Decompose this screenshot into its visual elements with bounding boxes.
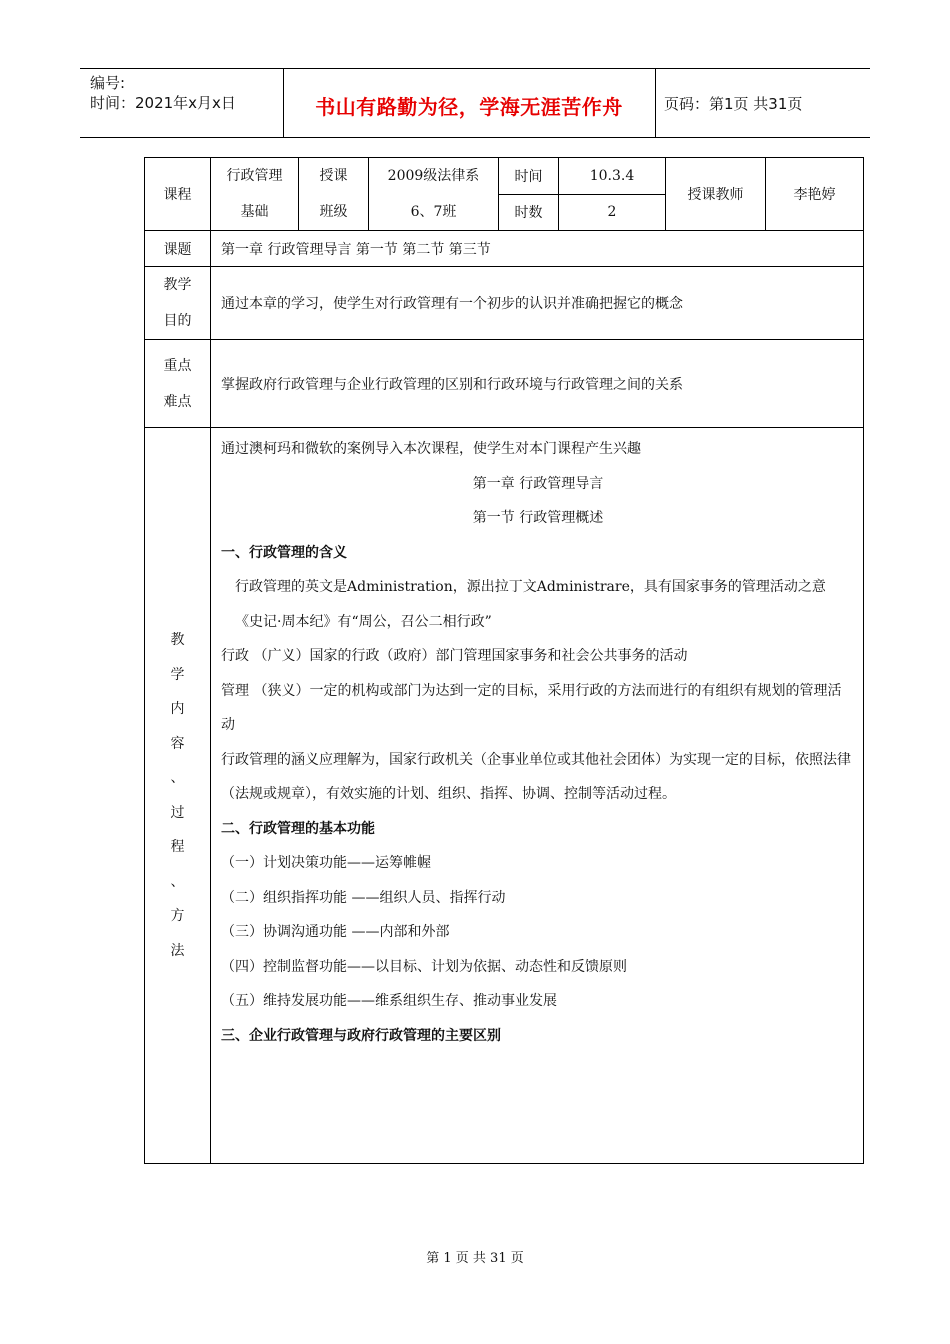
header-divider <box>655 69 656 137</box>
course-label: 课程 <box>163 187 192 203</box>
goal-label-line: 教学 <box>163 277 192 293</box>
time-label-cell <box>499 158 559 195</box>
paragraph: 《史记·周本纪》有“周公，召公二相行政” <box>235 613 492 630</box>
time-value: 10.3.4 <box>589 167 635 184</box>
teach-class-label-line: 授课 <box>319 168 348 184</box>
teacher-name-cell <box>766 158 864 231</box>
paragraph: 行政管理的英文是Administration，源出拉丁文Administrare，具有国家事务的管理活动之意 <box>235 579 826 595</box>
content-label-char: 学 <box>170 666 185 683</box>
header-motto: 书山有路勤为径，学海无涯苦作舟 <box>315 95 623 119</box>
content-label-char: 程 <box>170 839 185 855</box>
class-value-line: 2009级法律系 <box>387 168 480 184</box>
section-title: 第一节 行政管理概述 <box>472 510 604 526</box>
content-label-char: 内 <box>170 701 185 717</box>
chapter-title: 第一章 行政管理导言 <box>472 475 604 492</box>
heading-1: 一、行政管理的含义 <box>221 544 347 561</box>
content-label-cell <box>145 428 211 1164</box>
document-header <box>80 68 870 138</box>
key-value-cell <box>211 340 864 428</box>
key-label-line: 重点 <box>163 357 192 374</box>
content-label-char: 法 <box>170 942 185 959</box>
header-meta <box>90 73 236 113</box>
teach-class-label-line: 班级 <box>319 204 348 220</box>
time-label: 时间 <box>514 168 543 185</box>
function-item: （五）维持发展功能——维系组织生存、推动事业发展 <box>221 993 557 1009</box>
hours-value: 2 <box>607 204 617 221</box>
function-item: （一）计划决策功能——运筹帷幄 <box>221 855 431 871</box>
teacher-label: 授课教师 <box>687 187 744 203</box>
content-label-char: 教 <box>170 632 185 648</box>
hours-value-cell <box>559 194 666 231</box>
number-label: 编号: <box>90 74 126 92</box>
content-label-char: 、 <box>170 770 185 786</box>
page-footer: 第 1 页 共 31 页 <box>426 1251 524 1266</box>
class-value-cell <box>369 158 499 231</box>
goal-value: 通过本章的学习，使学生对行政管理有一个初步的认识并准确把握它的概念 <box>221 296 683 312</box>
key-value: 掌握政府行政管理与企业行政管理的区别和行政环境与行政管理之间的关系 <box>221 376 683 393</box>
time-label: 时间：2021年x月x日 <box>90 94 236 112</box>
content-label-char: 容 <box>170 735 185 752</box>
content-label-char: 过 <box>170 804 185 821</box>
topic-value-cell <box>211 231 864 267</box>
hours-label-cell <box>499 194 559 231</box>
heading-3: 三、企业行政管理与政府行政管理的主要区别 <box>221 1027 501 1044</box>
function-item: （二）组织指挥功能 ——组织人员、指挥行动 <box>221 889 506 906</box>
goal-label-line: 目的 <box>163 313 192 329</box>
paragraph: 行政管理的涵义应理解为，国家行政机关（企事业单位或其他社会团体）为实现一定的目标，依照法律（法规或规章），有效实施的计划、组织、指挥、协调、控制等活动过程。 <box>221 751 851 802</box>
paragraph: 行政 （广义）国家的行政（政府）部门管理国家事务和社会公共事务的活动 <box>221 648 688 664</box>
function-item: （四）控制监督功能——以目标、计划为依据、动态性和反馈原则 <box>221 958 627 975</box>
topic-label-cell <box>145 231 211 267</box>
teach-class-label-cell <box>299 158 369 231</box>
function-item: （三）协调沟通功能 ——内部和外部 <box>221 924 450 940</box>
teacher-label-cell <box>666 158 766 231</box>
course-name-line: 基础 <box>240 204 269 220</box>
header-page-info: 页码：第1页 共31页 <box>664 95 803 113</box>
topic-label: 课题 <box>163 241 192 258</box>
content-label-char: 方 <box>170 908 185 924</box>
content-cell <box>211 428 864 1164</box>
content-intro: 通过澳柯玛和微软的案例导入本次课程，使学生对本门课程产生兴趣 <box>221 441 641 457</box>
key-label-cell <box>145 340 211 428</box>
key-label-line: 难点 <box>163 393 192 410</box>
course-label-cell <box>145 158 211 231</box>
content-label-char: 、 <box>170 873 185 890</box>
heading-2: 二、行政管理的基本功能 <box>221 820 375 837</box>
lesson-plan-table <box>144 157 864 1164</box>
course-name-line: 行政管理 <box>226 168 283 184</box>
paragraph: 管理 （狭义）一定的机构或部门为达到一定的目标，采用行政的方法而进行的有组织有规划的管理活动 <box>221 682 842 733</box>
teacher-name: 李艳婷 <box>793 187 836 203</box>
course-name-cell <box>211 158 299 231</box>
class-value-line: 6、7班 <box>410 204 457 220</box>
hours-label: 时数 <box>514 205 543 222</box>
goal-value-cell <box>211 267 864 340</box>
time-value-cell <box>559 158 666 195</box>
topic-value: 第一章 行政管理导言 第一节 第二节 第三节 <box>221 241 491 258</box>
goal-label-cell <box>145 267 211 340</box>
